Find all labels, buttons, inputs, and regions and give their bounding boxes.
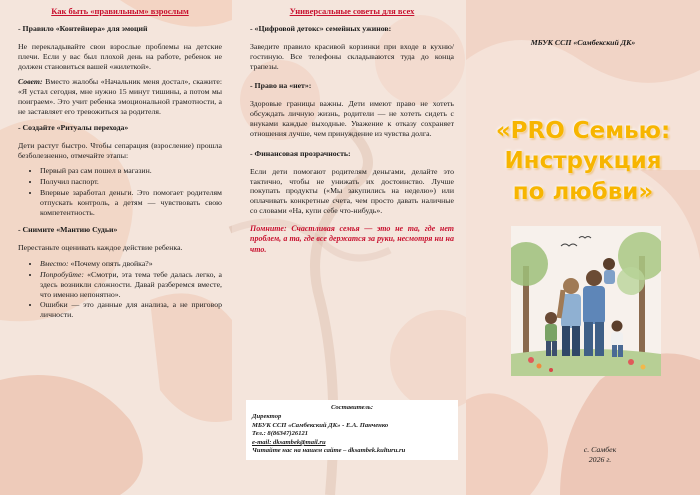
list-item-text: Ошибки — это данные для анализа, а не приговор личности. xyxy=(40,300,222,320)
section-rituals-text: Дети растут быстро. Чтобы сепарация (взросление) прошла безболезненно, отмечайте этапы: xyxy=(18,140,222,160)
brochure-title-line: «PRO Семью: xyxy=(495,118,671,144)
list-item-text: «Смотри, эта тема тебе далась легко, а здесь возникли сложности. Давай разберемся вместе, что именно непонятно». xyxy=(40,270,222,299)
panel-left-title: Как быть «правильным» взрослым xyxy=(51,6,189,16)
list-item-label: Попробуйте: xyxy=(40,270,84,279)
panel-cover xyxy=(466,0,700,495)
advice-text: Вместо жалобы «Начальник меня достал», скажите: «Я устал сегодня, мне нужно 15 минут тишины, а потом мы поиграем». Это учит ребенка эмоциональной грамотности, а не заставляет его тревожиться за родителя. xyxy=(18,77,222,116)
year: 2026 г. xyxy=(588,455,612,465)
list-item xyxy=(40,270,222,299)
place-and-year xyxy=(466,445,700,465)
section-right-to-no-title: - Право на «нет»: xyxy=(250,81,312,91)
list-item-text: «Почему опять двойка?» xyxy=(68,259,153,269)
section-rituals-title: - Создайте «Ритуалы перехода» xyxy=(18,122,129,132)
closing-quote: Помните: Счастливая семья — это не та, где нет проблем, а та, где все держатся за руки, несмотря ни на что. xyxy=(250,223,454,254)
author-heading: Составитель: xyxy=(330,404,374,411)
section-finance-title: - Финансовая прозрачность: xyxy=(250,148,351,158)
section-container-rule-title: - Правило «Контейнера» для эмоций xyxy=(18,24,148,33)
panel-middle-title: Универсальные советы для всех xyxy=(289,6,415,16)
list-item-label: Вместо: xyxy=(40,259,69,269)
author-org: МБУК ССП «Самбекский ДК» - Е.А. Панченко xyxy=(252,421,389,429)
advice-paragraph xyxy=(18,77,222,116)
list-item: • Получил паспорт. xyxy=(40,177,222,187)
section-container-rule-text: Не перекладывайте свои взрослые проблемы на детские плечи. Если у вас был плохой день на работе, ребенок не должен становиться вашей «жилеткой». xyxy=(18,42,222,71)
section-judge-title: - Снимите «Мантию Судьи» xyxy=(18,225,118,235)
family-illustration xyxy=(511,226,661,376)
section-judge-text: Перестаньте оценивать каждое действие ребенка. xyxy=(18,243,183,253)
section-detox-text: Заведите правило красивой корзинки при входе в кухню/гостиную. Все телефоны складываются туда до конца трапезы. xyxy=(250,42,454,71)
list-item xyxy=(40,300,222,320)
brochure-title xyxy=(466,116,700,207)
advice-label: Совет: xyxy=(18,77,43,87)
organization-name: МБУК ССП «Самбекский ДК» xyxy=(530,38,636,47)
author-email[interactable]: e-mail: dksambek@mail.ru xyxy=(252,438,326,446)
panel-left xyxy=(0,0,232,495)
author-info-box xyxy=(246,400,458,460)
rituals-list xyxy=(40,166,222,217)
list-item: • Впервые заработал деньги. Это помогает родителям отпускать контроль, а детям — чувствовать свою компетентность. xyxy=(40,188,222,217)
brochure-title-line: по любви» xyxy=(512,178,654,205)
section-detox-title: - «Цифровой детокс» семейных ужинов: xyxy=(250,24,392,33)
section-right-to-no-text: Здоровые границы важны. Дети имеют право не хотеть обсуждать личную жизнь, родители — не хотеть сидеть с внуками каждые выходные. Уважение к отказу сохраняет отношения лучше, чем принуждение из чувства долга. xyxy=(250,99,454,138)
list-item xyxy=(40,259,222,269)
author-site[interactable]: Читайте нас на нашем сайте – dksambek.kulturu.ru xyxy=(252,447,406,455)
section-finance-text: Если дети помогают родителям деньгами, делайте это тактично, чтобы не унижать их достоинство. Лучше покупать продукты («Мы закупились на неделю») или оплачивать конкретные счета, чем просто давать наличные со словами «На, купи себе что-нибудь». xyxy=(250,166,454,215)
judge-list xyxy=(40,259,222,320)
brochure-title-line: Инструкция xyxy=(504,148,662,175)
author-role: Директор xyxy=(252,413,282,421)
place-name: с. Самбек xyxy=(583,445,617,454)
list-item: • Первый раз сам пошел в магазин. xyxy=(40,166,222,176)
author-phone: Тел.: 8(86347)26121 xyxy=(252,430,309,438)
